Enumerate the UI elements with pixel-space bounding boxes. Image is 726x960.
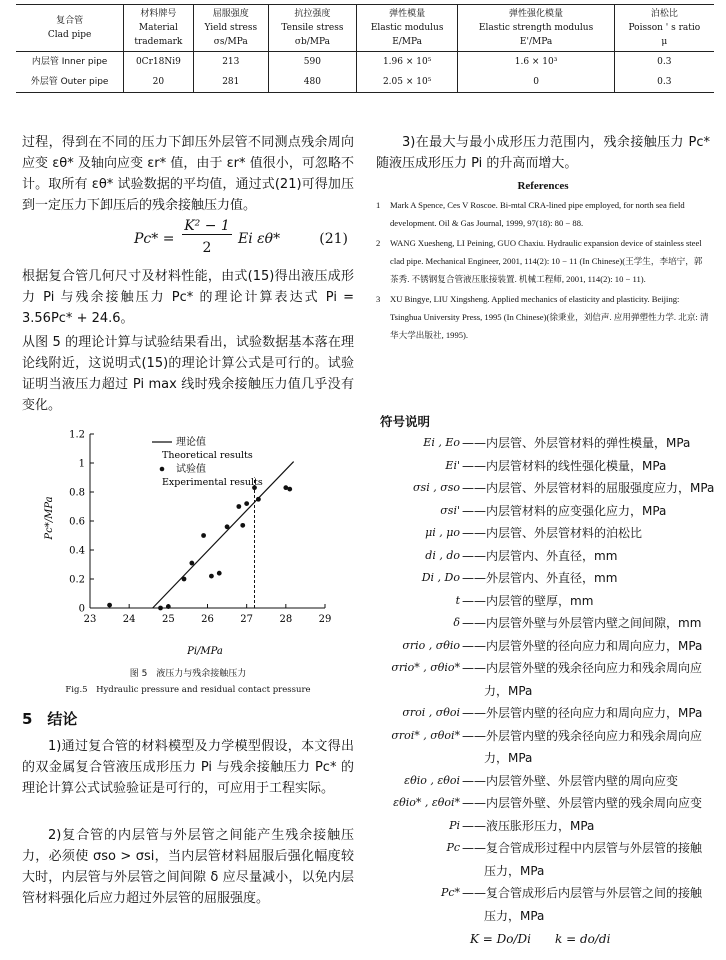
table-row [16,52,714,73]
k-definition-formula: K = Do/Di k = do/di [470,932,611,946]
table-cell: 590 [268,52,356,73]
table-header-cell [356,5,458,52]
table-cell: 外层管 Outer pipe [30,77,109,87]
material-properties-table [16,4,714,93]
symbol-description: ——内层管外壁、外层管内壁的残余周向应变 [462,796,703,810]
symbol-row [376,815,710,838]
symbol-key: εθio* , εθoi* [393,796,460,809]
body-paragraph-3: 从图 5 的理论计算与试验结果看出，试验数据基本落在理论线附近，这说明式(15)的理论计算公式是可行的。试验证明当液压力超过 Pi max 线时残余接触压力值几乎没有变化。 [22,335,354,413]
y-tick-label: 0.6 [69,516,85,528]
reference-text: WANG Xuesheng, LI Peining, GUO Chaxiu. Hydraulic expansion device of stainless steel clad pipe. Mechanical Engineer, 2001, 114(2): 10 − 11 (In Chinese)(王学生，李培宁，郭茶秀. 不锈钢复合管液压胀接装置. 机械工程师, 2001, 114(2): 10 − 11). [390,238,703,284]
symbol-description: ——内层管材料的应变强化应力，MPa [462,503,667,518]
legend-theory-en: Theoretical results [162,450,253,461]
data-point [182,577,187,582]
data-point [166,604,171,609]
table-cell: 内层管 Inner pipe [31,57,108,67]
data-point [107,603,112,608]
reference-number: 2 [376,238,381,248]
reference-item [376,234,710,288]
symbol-description: ——内层管外壁与外层管内壁之间间隙，mm [462,616,702,630]
symbol-description: ——内层管内、外直径，mm [462,548,618,563]
symbol-description: ——复合管成形后内层管与外层管之间的接触 [462,886,703,900]
reference-item [376,290,710,344]
x-tick-label: 29 [318,614,332,625]
symbol-description: 压力，MPa [484,863,545,878]
symbol-description: ——内层管、外层管材料的弹性模量，MPa [462,436,691,450]
symbol-row [376,905,710,928]
symbol-key: δ [453,616,460,629]
x-tick-label: 24 [122,614,136,625]
symbol-key: σsi , σso [413,481,460,494]
eq-number: (21) [319,231,348,247]
symbol-row [376,770,710,793]
symbol-key: Pc* [440,886,460,899]
chart-legend [152,435,263,488]
equation-21 [22,218,354,264]
y-tick-label: 0 [78,603,85,615]
y-tick-label: 1 [78,458,85,470]
symbol-row [376,477,715,500]
legend-theory-zh: 理论值 [176,437,206,448]
y-tick-label: 1.2 [69,429,85,441]
symbol-row [376,702,710,725]
table-cell: 0Cr18Ni9 [124,52,193,73]
eq-lhs: Pc* = [134,231,175,247]
header-zh: 弹性强化模量 [509,9,564,19]
references-title: References [517,180,569,192]
header-en: Material [138,23,178,33]
header-en: Elastic strength modulus [478,23,594,33]
header-unit: E'/MPa [519,37,553,47]
data-point [209,574,214,579]
header-zh: 泊松比 [650,9,678,19]
symbol-key: di , do [425,548,460,562]
data-point [236,504,241,509]
conclusion-3: 3)在最大与最小成形压力范围内，残余接触压力 Pc* 随液压成形压力 Pi 的升高而增大。 [376,135,710,171]
table-header-cell [268,5,356,52]
table-header-cell [193,5,268,52]
x-tick-label: 23 [83,614,97,625]
symbol-description: 力，MPa [484,683,533,698]
x-axis-label: Pi/MPa [187,646,223,657]
table-header-cell [614,5,714,52]
symbol-row [376,657,710,680]
symbol-row [376,500,710,523]
header-unit: E/MPa [392,37,423,47]
conclusion-1: 1)通过复合管的材料模型及力学模型假设，本文得出的双金属复合管液压成形压力 Pi 与残余接触压力 Pc* 的理论计算公式试验验证是可行的，可应用于工程实际。 [22,739,354,796]
symbol-key: Pi [449,818,460,832]
reference-number: 1 [376,200,381,210]
symbol-row [376,567,710,590]
references-list [376,196,710,344]
symbol-description: ——内层管的壁厚，mm [462,593,594,608]
table-header-row [16,5,714,52]
table-cell: 2.05 × 10⁵ [356,72,458,93]
x-tick-label: 26 [201,614,214,625]
symbol-key: εθio , εθoi [404,773,460,787]
symbol-key: σrio , σθio [402,638,460,652]
symbol-description: ——液压胀形压力，MPa [462,818,595,833]
x-tick-label: 25 [161,614,175,625]
symbol-description: 压力，MPa [484,908,545,923]
table-header-cell [458,5,614,52]
symbol-description: ——内层管、外层管材料的泊松比 [462,526,643,540]
header-zh: 抗拉强度 [294,9,331,19]
symbol-row [376,837,710,860]
x-tick-label: 28 [279,614,293,625]
symbol-row [376,792,710,815]
symbols-list [376,432,715,927]
table-cell: 0.3 [614,52,714,73]
body-paragraph-2: 根据复合管几何尺寸及材料性能，由式(15)得出液压成形力 Pi 与残余接触压力 Pc* 的理论计算表达式 Pi = 3.56Pc* + 24.6。 [22,269,354,326]
symbol-description: 力，MPa [484,751,533,765]
symbol-description: ——复合管成形过程中内层管与外层管的接触 [462,841,703,855]
symbol-key: σsi' [440,503,460,517]
header-zh: 屈服强度 [212,9,249,19]
y-tick-label: 0.4 [69,545,85,557]
table-cell: 0.3 [614,72,714,93]
table-cell: 281 [193,72,268,93]
symbol-key: t [455,593,460,607]
reference-item [376,196,710,232]
header-en: Elastic modulus [370,23,444,33]
symbol-row [376,612,710,635]
symbol-row [376,680,710,703]
symbol-description: ——外层管内、外直径，mm [462,571,618,585]
header-zh: 材料牌号 [140,9,177,19]
header-en: Yield stress [204,23,258,33]
data-point [244,501,249,506]
table-header-cell [124,5,193,52]
symbol-row [376,590,710,613]
reference-text: XU Bingye, LIU Xingsheng. Applied mechanics of elasticity and plasticity. Beijing: Tsinghua University Press, 1995 (In Chinese)(徐秉业，刘信声. 应用弹塑性力学. 北京: 清华大学出版社, 1995). [390,294,709,340]
data-point [240,523,245,528]
symbol-description: ——内层管外壁的残余径向应力和残余周向应 [462,661,703,675]
symbol-key: Pc [446,841,460,854]
y-tick-label: 0.8 [69,487,85,499]
table-cell: 20 [124,72,193,93]
symbol-row [376,522,710,545]
header-en: Tensile stress [281,23,344,33]
symbol-key: σroi* , σθoi* [391,728,460,742]
symbol-row [376,860,710,883]
reference-text: Mark A Spence, Ces V Roscoe. Bi-mtal CRA-lined pipe employed, for north sea field development. Oil & Gas Journal, 1999, 97(18): 80 − 88. [390,200,685,228]
data-point [201,533,206,538]
symbol-row [376,455,710,478]
legend-dot-swatch [160,467,165,472]
data-point [158,606,163,611]
eq-numerator: K² − 1 [182,218,232,235]
y-axis-label: Pc*/MPa [44,496,55,540]
header-en: Clad pipe [47,30,92,40]
symbol-key: σrio* , σθio* [391,661,460,674]
figure-caption-zh: 图 5 液压力与残余接触压力 [129,669,247,679]
data-point [256,497,261,502]
y-tick-label: 0.2 [69,574,85,586]
table-cell: 1.96 × 10⁵ [356,52,458,73]
symbols-title: 符号说明 [380,414,431,429]
symbol-key: Di , Do [421,571,460,584]
header-unit: μ [661,37,668,47]
data-point [189,561,194,566]
reference-number: 3 [376,294,381,304]
header-unit: σb/MPa [294,37,330,47]
symbol-description: ——内层管、外层管材料的屈服强度应力，MPa [462,481,715,495]
legend-exp-zh: 试验值 [176,464,206,475]
data-point [225,524,230,529]
symbol-description: ——外层管内壁的残余径向应力和残余周向应 [462,728,703,743]
symbol-row [376,725,710,748]
header-zh: 弹性模量 [389,9,426,19]
figure-5-chart [40,426,340,658]
table-cell: 480 [268,72,356,93]
eq-rhs: Ei εθ* [238,231,281,247]
symbol-key: μi , μo [425,526,460,539]
body-paragraph-1: 过程，得到在不同的压力下卸压外层管不同测点残余周向应变 εθ* 及轴向应变 εr* 值，由于 εr* 值很小，可忽略不计。取所有 εθ* 试验数据的平均值，通过式(21)可得加压到一定压力下卸压后的残余接触压力值。 [22,135,354,213]
data-point [287,487,292,492]
table-cell: 213 [193,52,268,73]
symbol-key: Ei , Eo [423,436,460,449]
figure-caption-en: Fig.5 Hydraulic pressure and residual contact pressure [65,685,311,695]
table-header-cell [16,5,124,52]
symbol-row [376,432,710,455]
table-cell: 0 [458,72,614,93]
header-unit: σs/MPa [213,37,248,47]
header-unit: trademark [134,37,183,47]
symbol-description: ——内层管外壁、外层管内壁的周向应变 [462,773,679,788]
table-cell: 1.6 × 10³ [458,52,614,73]
legend-exp-en: Experimental results [162,477,263,488]
symbol-description: ——外层管内壁的径向应力和周向应力，MPa [462,706,703,720]
x-tick-label: 27 [240,614,254,625]
symbol-description: ——内层管外壁的径向应力和周向应力，MPa [462,638,703,653]
symbol-row [376,545,710,568]
eq-denominator: 2 [202,240,212,256]
symbol-key: σroi , σθoi [402,706,460,719]
data-point [217,571,222,576]
header-zh: 复合管 [56,16,84,26]
header-en: Poisson ' s ratio [628,23,701,33]
symbol-row [376,882,710,905]
symbol-row [376,747,710,770]
section-title: 5 结论 [22,710,78,728]
conclusion-2: 2)复合管的内层管与外层管之间能产生残余接触压力，必须使 σso > σsi，当内层管材料屈服后强化幅度较大时，内层管与外层管之间间隙 δ 应尽量减小，以免内层管材料强化后应力超过外层管的屈服强度。 [22,828,354,906]
symbol-row [376,635,710,658]
table-row [16,72,714,93]
symbol-key: Ei' [445,458,460,472]
symbol-description: ——内层管材料的线性强化模量，MPa [462,458,667,473]
